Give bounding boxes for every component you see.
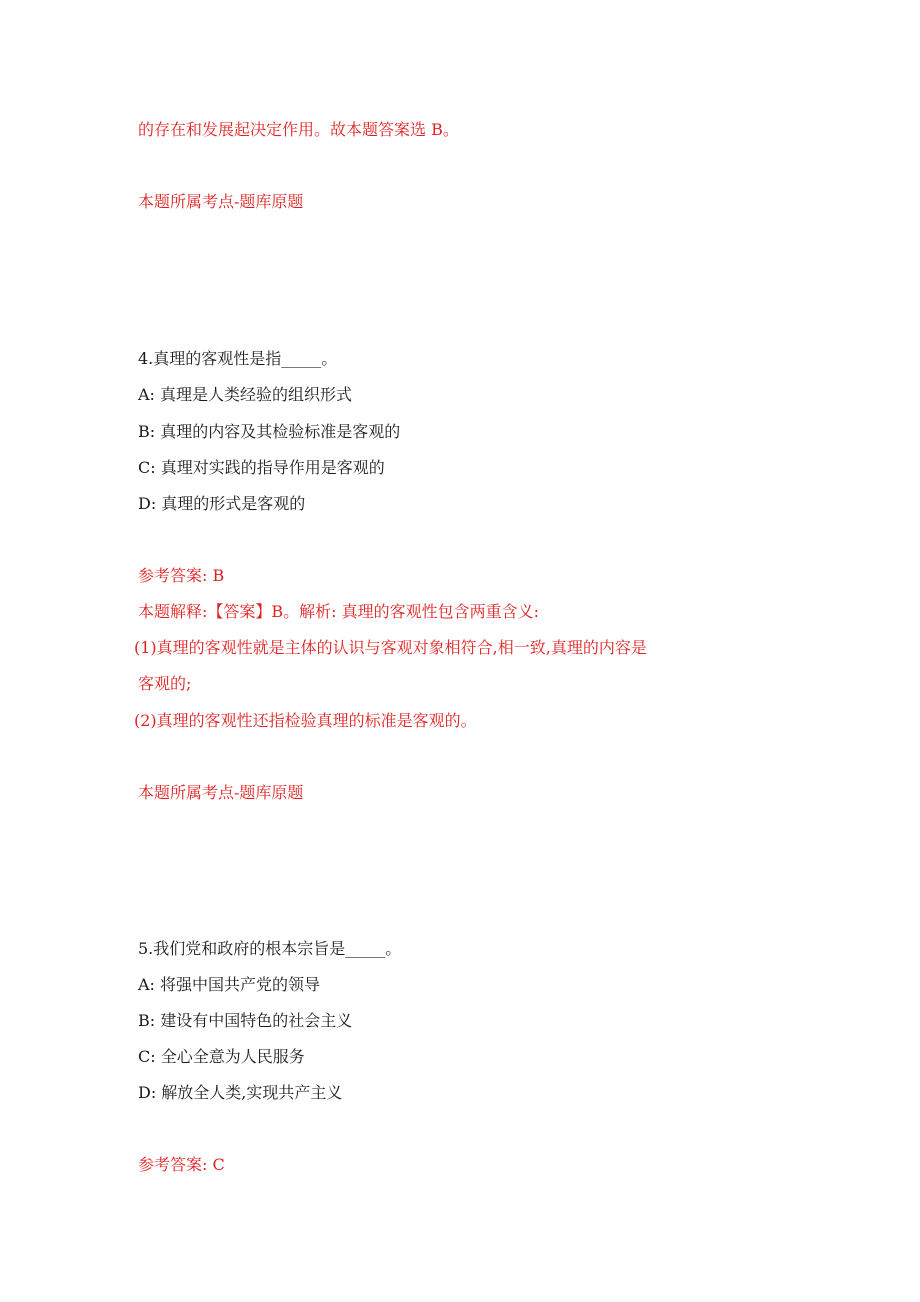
question-4-answer: 参考答案: B — [138, 566, 225, 585]
question-4-explanation-point-2: (2)真理的客观性还指检验真理的标准是客观的。 — [134, 711, 477, 730]
question-5-option-d: D: 解放全人类,实现共产主义 — [138, 1083, 343, 1102]
question-4-explanation-point-1: (1)真理的客观性就是主体的认识与客观对象相符合,相一致,真理的内容是 — [134, 638, 647, 657]
question-4-stem: 4.真理的客观性是指_____。 — [138, 349, 338, 368]
question-4-option-b: B: 真理的内容及其检验标准是客观的 — [138, 422, 401, 441]
question-5-option-c: C: 全心全意为人民服务 — [138, 1047, 305, 1066]
question-5-option-b: B: 建设有中国特色的社会主义 — [138, 1011, 353, 1030]
question-4-option-d: D: 真理的形式是客观的 — [138, 494, 306, 513]
question-5-option-a: A: 将强中国共产党的领导 — [138, 975, 321, 994]
question-4-explanation-point-1-cont: 客观的; — [138, 674, 192, 693]
previous-topic-line: 本题所属考点-题库原题 — [138, 192, 304, 211]
previous-explanation-tail: 的存在和发展起决定作用。故本题答案选 B。 — [138, 120, 459, 139]
question-4-topic-line: 本题所属考点-题库原题 — [138, 783, 304, 802]
question-4-option-a: A: 真理是人类经验的组织形式 — [138, 385, 353, 404]
question-5-answer: 参考答案: C — [138, 1155, 225, 1174]
question-5-stem: 5.我们党和政府的根本宗旨是_____。 — [138, 939, 402, 958]
question-4-option-c: C: 真理对实践的指导作用是客观的 — [138, 458, 385, 477]
question-4-explanation-intro: 本题解释:【答案】B。解析: 真理的客观性包含两重含义: — [138, 602, 540, 621]
